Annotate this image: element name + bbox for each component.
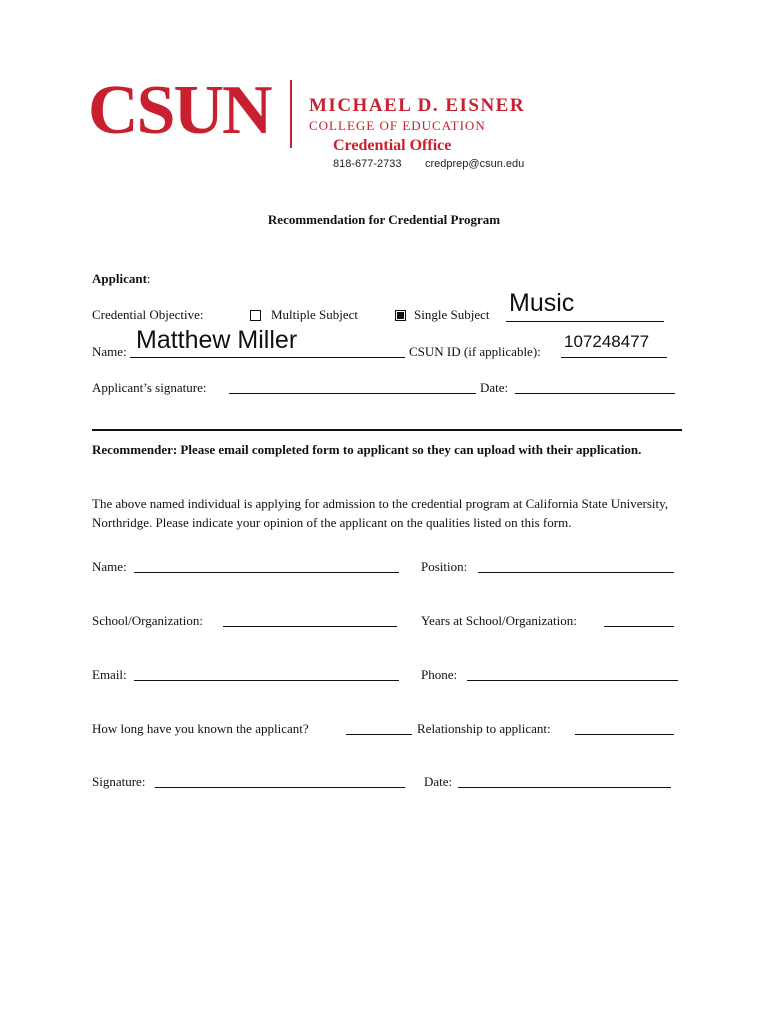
school-label: School/Organization: [92,613,203,628]
multiple-subject-label: Multiple Subject [271,307,359,322]
applicant-heading-label: Applicant [92,271,147,286]
section-divider [92,429,682,431]
applicant-heading-colon: : [146,271,151,286]
years-field[interactable] [604,626,674,627]
recommender-date-field[interactable] [458,787,671,788]
position-label: Position: [421,559,468,574]
csun-id-field[interactable] [561,357,667,358]
applicant-signature-field[interactable] [229,393,476,394]
applicant-name-label: Name: [92,344,127,359]
csun-id-label: CSUN ID (if applicable): [409,344,541,359]
single-subject-label: Single Subject [414,307,490,322]
relationship-label: Relationship to applicant: [417,721,551,736]
recommender-instruction: Recommender: Please email completed form to applicant so they can upload with their application. [92,442,642,457]
form-title: Recommendation for Credential Program [267,212,501,227]
email-field[interactable] [134,680,399,681]
phone-field[interactable] [467,680,678,681]
applicant-name-value: Matthew Miller [136,326,298,354]
recommender-date-label: Date: [424,774,453,789]
recommender-name-field[interactable] [134,572,399,573]
csun-id-value: 107248477 [564,332,650,351]
applicant-heading [92,272,151,285]
recommender-paragraph: The above named individual is applying for admission to the credential program at California State University, Northridge. Please indicate your opinion of the applicant on the qualities listed on this form. [92,496,669,530]
college-name: MICHAEL D. EISNER [309,95,526,116]
years-label: Years at School/Organization: [421,613,577,628]
phone-label: Phone: [421,667,458,682]
known-duration-label: How long have you known the applicant? [92,721,309,736]
office-email: credprep@csun.edu [425,158,525,170]
school-field[interactable] [223,626,397,627]
multiple-subject-checkbox[interactable] [250,310,261,321]
applicant-name-field[interactable] [130,357,405,358]
recommender-name-label: Name: [92,559,127,574]
single-subject-value: Music [509,289,575,317]
office-title: Credential Office [333,137,452,154]
single-subject-field[interactable] [506,321,664,322]
single-subject-checkbox[interactable] [395,310,406,321]
known-duration-field[interactable] [346,734,412,735]
applicant-signature-label: Applicant’s signature: [92,380,207,395]
credential-objective-label: Credential Objective: [92,307,204,322]
csun-logo: CSUN [88,72,271,149]
relationship-field[interactable] [575,734,674,735]
email-label: Email: [92,667,127,682]
office-phone: 818-677-2733 [333,158,402,170]
college-subtitle: COLLEGE OF EDUCATION [309,118,486,133]
position-field[interactable] [478,572,674,573]
applicant-date-field[interactable] [515,393,675,394]
logo-divider [290,80,292,148]
recommender-signature-label: Signature: [92,774,146,789]
recommender-signature-field[interactable] [155,787,405,788]
applicant-date-label: Date: [480,380,509,395]
